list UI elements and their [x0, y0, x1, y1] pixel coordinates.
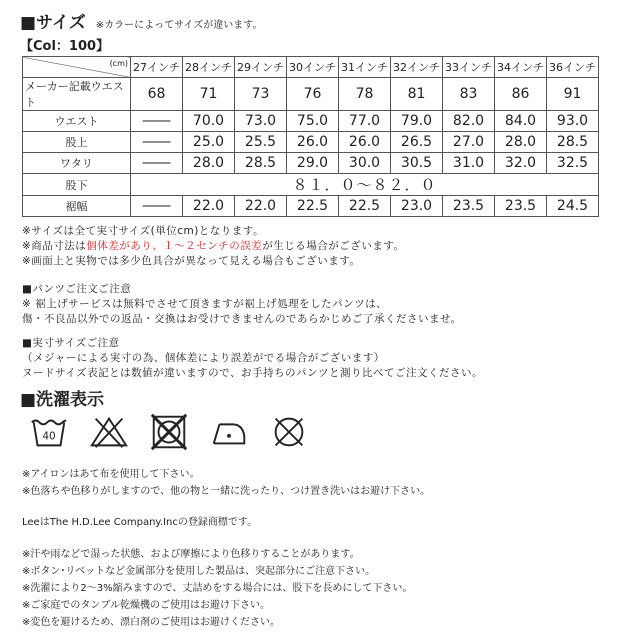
table-cell: ――: [131, 132, 183, 153]
table-cell: 29.0: [287, 153, 339, 174]
table-cell: ――: [131, 111, 183, 132]
table-row: [23, 196, 599, 217]
row-label: メーカー記載ウエスト: [23, 78, 131, 111]
table-cell: 22.0: [183, 196, 235, 217]
table-cell: 77.0: [339, 111, 391, 132]
row-label: ウエスト: [23, 111, 131, 132]
table-cell: 79.0: [391, 111, 443, 132]
table-cell: ――: [131, 153, 183, 174]
row-label: 股下: [23, 174, 131, 196]
table-cell: 81: [391, 78, 443, 111]
column-header: 27インチ: [131, 57, 183, 78]
table-cell: 23.5: [495, 196, 547, 217]
table-cell: 28.5: [547, 132, 599, 153]
note-line: ※ボタン･リベットなど金属部分を使用した製品は、突起部分にご注意下さい。: [22, 566, 376, 577]
bottom-notes: [22, 546, 412, 631]
no-tumble-dry-icon: [148, 412, 190, 452]
note-line: ※ご家庭でのタンブル乾燥機のご使用はお避け下さい。: [22, 600, 270, 611]
unit-label: (cm): [109, 59, 128, 68]
table-row: [23, 174, 599, 196]
size-title: ■サイズ: [20, 13, 86, 33]
size-header: [20, 8, 262, 33]
table-cell: 32.5: [547, 153, 599, 174]
table-row: [23, 153, 599, 174]
column-header: 33インチ: [443, 57, 495, 78]
table-cell: 28.0: [183, 153, 235, 174]
table-row: [23, 132, 599, 153]
care-title: ■洗濯表示: [20, 390, 105, 410]
column-header: 36インチ: [547, 57, 599, 78]
table-cell: 83: [443, 78, 495, 111]
column-header: 28インチ: [183, 57, 235, 78]
color-label: 【Col：100】: [20, 39, 110, 54]
table-cell: 78: [339, 78, 391, 111]
table-cell: 30.5: [391, 153, 443, 174]
table-cell: 30.0: [339, 153, 391, 174]
table-cell: 75.0: [287, 111, 339, 132]
note-line: 傷・不良品以外での返品・交換はお受けできませんのであらかじめご了承くださいませ。: [22, 313, 462, 325]
size-note: ※カラーによってサイズが違います。: [95, 20, 263, 31]
row-label: ワタリ: [23, 153, 131, 174]
note-line: ※画面上と実物では多少色具合が異なって見える場合もございます。: [22, 255, 361, 267]
note-line: ※洗濯により2～3%縮みますので、丈詰めをする場合には、股下を長めにして下さい。: [22, 583, 413, 594]
unit-cell: [23, 57, 131, 78]
table-cell: 26.0: [287, 132, 339, 153]
column-header: 32インチ: [391, 57, 443, 78]
table-cell: 82.0: [443, 111, 495, 132]
table-cell: 84.0: [495, 111, 547, 132]
iron-low-icon: [208, 412, 250, 452]
no-bleach-icon: [88, 412, 130, 452]
note-line: ※ 裾上げサービスは無料でさせて頂きますが裾上げ処理をしたパンツは、: [22, 298, 388, 310]
note-highlight: 個体差があり、１～２センチの誤差: [86, 240, 263, 252]
column-header: 30インチ: [287, 57, 339, 78]
note-line: ※サイズは全て実寸サイズ(単位cm)となります。: [22, 225, 264, 237]
table-cell: 70.0: [183, 111, 235, 132]
table-row: [23, 78, 599, 111]
table-cell: 25.5: [235, 132, 287, 153]
table-cell: 93.0: [547, 111, 599, 132]
table-cell: 23.5: [443, 196, 495, 217]
size-table: [22, 56, 599, 217]
measurement-notes: [22, 336, 483, 381]
note-line: ※色落ちや色移りがしますので、他の物と一緒に洗ったり、つけ置き洗いはお避け下さい。: [22, 486, 431, 497]
note-heading: ■実寸サイズご注意: [22, 337, 120, 349]
table-cell: 24.5: [547, 196, 599, 217]
no-dry-clean-icon: [268, 412, 310, 452]
column-header: 31インチ: [339, 57, 391, 78]
care-notes: [22, 466, 430, 500]
table-cell: 31.0: [443, 153, 495, 174]
table-cell: 86: [495, 78, 547, 111]
table-cell: 22.5: [339, 196, 391, 217]
table-cell: 28.0: [495, 132, 547, 153]
care-icons: [28, 412, 310, 452]
table-cell: 25.0: [183, 132, 235, 153]
note-line: ※変色を避けるため、漂白剤のご使用はお避けください。: [22, 617, 280, 628]
table-cell: 22.0: [235, 196, 287, 217]
table-cell: 28.5: [235, 153, 287, 174]
row-label: 裾幅: [23, 196, 131, 217]
table-cell: 73: [235, 78, 287, 111]
table-cell: 22.5: [287, 196, 339, 217]
note-line: （メジャーによる実寸の為、個体差により誤差がでる場合がございます）: [22, 352, 385, 364]
table-cell: 27.0: [443, 132, 495, 153]
pants-order-notes: [22, 282, 462, 327]
note-line: [22, 239, 404, 254]
wash-temp: 40: [42, 430, 56, 443]
note-line: ※アイロンはあて布を使用して下さい。: [22, 469, 200, 480]
table-cell: 76: [287, 78, 339, 111]
note-line: ※汗や雨などで湿った状態、および摩擦により色移りすることがあります。: [22, 549, 360, 560]
wash-40-icon: [28, 412, 70, 452]
trademark-text: LeeはThe H.D.Lee Company.Incの登録商標です。: [22, 517, 258, 528]
table-cell: 26.5: [391, 132, 443, 153]
note-heading: ■パンツご注文ご注意: [22, 283, 132, 295]
row-label: 股上: [23, 132, 131, 153]
table-cell: 32.0: [495, 153, 547, 174]
note-text: が生じる場合がございます。: [262, 240, 405, 252]
table-cell: 68: [131, 78, 183, 111]
table-cell: ――: [131, 196, 183, 217]
table-cell: 26.0: [339, 132, 391, 153]
table-cell: 23.0: [391, 196, 443, 217]
table-row: [23, 111, 599, 132]
table-cell: 71: [183, 78, 235, 111]
note-text: ※商品寸法は: [22, 240, 87, 252]
note-line: ヌードサイズ表記とは数値が違いますので、お手持ちのパンツと測り比べてご注文ください。: [22, 367, 483, 379]
table-cell-merged: ８１．０～８２．０: [131, 174, 599, 196]
column-header: 29インチ: [235, 57, 287, 78]
size-notes: [22, 224, 404, 269]
table-header-row: [23, 57, 599, 78]
table-cell: 73.0: [235, 111, 287, 132]
table-cell: 91: [547, 78, 599, 111]
column-header: 34インチ: [495, 57, 547, 78]
